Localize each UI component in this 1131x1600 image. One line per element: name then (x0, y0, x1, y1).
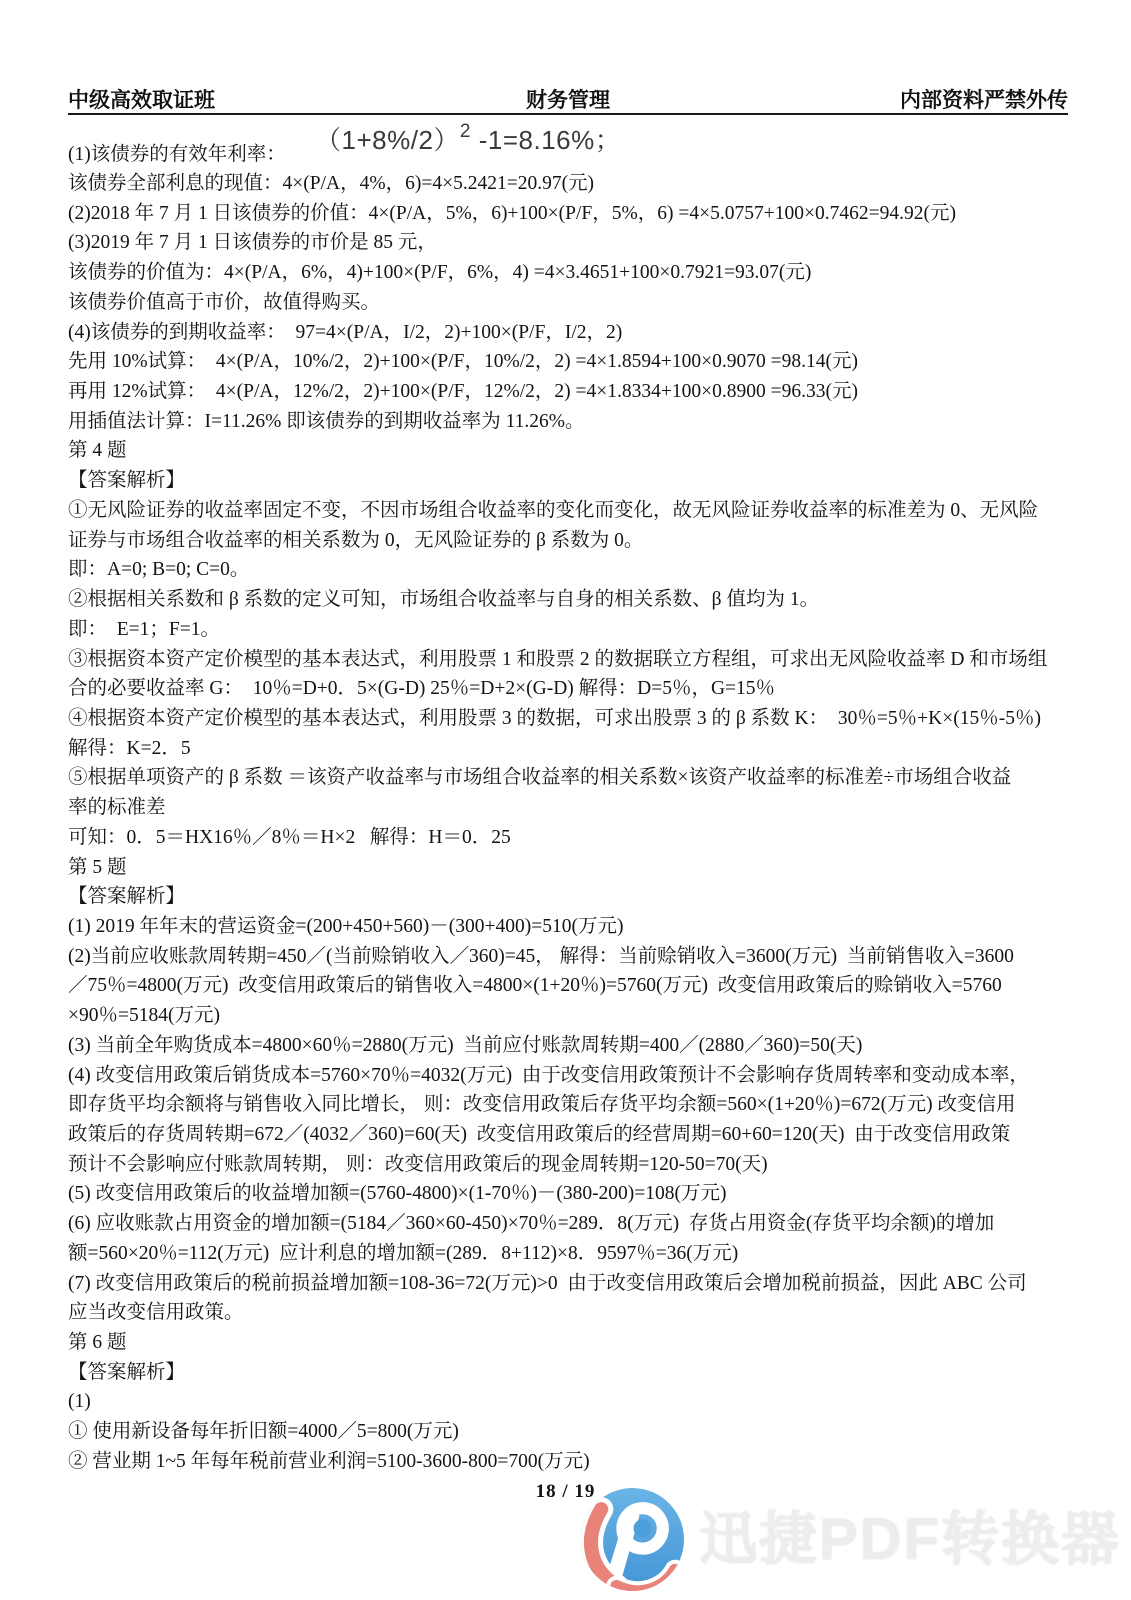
watermark-brand-text: 迅捷PDF转换器 (699, 1506, 1122, 1572)
text-line: (5) 改变信用政策后的收益增加额=(5760-4800)×(1-70％)－(380-200)=108(万元) (68, 1183, 727, 1205)
page-header (68, 84, 1068, 114)
text-line: (2)当前应收账款周转期=450／(当前赊销收入／360)=45， 解得：当前赊销收入=3600(万元) 当前销售收入=3600 (68, 945, 1014, 967)
text-line: 政策后的存货周转期=672／(4032／360)=60(天) 改变信用政策后的经营周期=60+60=120(天) 由于改变信用政策 (68, 1124, 1011, 1145)
text-line: 先用 10%试算： 4×(P/A，10%/2，2)+100×(P/F，10%/2，2) =4×1.8594+100×0.9070 =98.14(元) (68, 351, 858, 373)
text-line: 该债券全部利息的现值：4×(P/A，4%，6)=4×5.2421=20.97(元) (68, 173, 595, 194)
text-line: ×90％=5184(万元) (68, 1005, 220, 1027)
text-line: 率的标准差 (68, 797, 166, 819)
formula-base: （1+8%/2） (315, 125, 460, 155)
page-number: 18 / 19 (535, 1481, 596, 1502)
text-line: (1) (68, 1391, 91, 1413)
text-line: (3) 当前全年购货成本=4800×60％=2880(万元) 当前应付账款周转期=400／(2880／360)=50(天) (68, 1034, 863, 1056)
text-line: 即： E=1；F=1。 (68, 618, 221, 640)
question-6-heading: 第 6 题 (68, 1332, 127, 1354)
answer-analysis-heading: 【答案解析】 (68, 886, 186, 908)
question-4-heading: 第 4 题 (68, 440, 127, 462)
text-line: 即：A=0; B=0; C=0。 (68, 559, 250, 581)
text-line: 可知：0．5＝HX16％／8％＝H×2 解得：H＝0．25 (68, 826, 511, 848)
text-line: 应当改变信用政策。 (68, 1302, 244, 1324)
text-line: (2)2018 年 7 月 1 日该债券的价值：4×(P/A，5%，6)+100×(P/F，5%，6) =4×5.0757+100×0.7462=94.92(元) (68, 202, 956, 224)
text-line: (3)2019 年 7 月 1 日该债券的市价是 85 元， (68, 232, 437, 254)
text-line: 证券与市场组合收益率的相关系数为 0，无风险证券的 β 系数为 0。 (68, 529, 644, 551)
text-line: 该债券价值高于市价，故值得购买。 (68, 291, 381, 313)
text-line: ②根据相关系数和 β 系数的定义可知，市场组合收益率与自身的相关系数、β 值均为 1。 (68, 589, 820, 611)
text-line: ①无风险证券的收益率固定不变，不因市场组合收益率的变化而变化，故无风险证券收益率的标准差为 0、无风险 (68, 499, 1039, 521)
text-line: ④根据资本资产定价模型的基本表达式，利用股票 3 的数据，可求出股票 3 的 β 系数 K： 30％=5％+K×(15％-5％) (68, 707, 1041, 729)
question-5-heading: 第 5 题 (68, 856, 127, 878)
header-subject-title: 财务管理 (526, 89, 610, 112)
text-line: ① 使用新设备每年折旧额=4000／5=800(万元) (68, 1421, 459, 1443)
formula-exponent: 2 (459, 121, 471, 143)
text-line: (7) 改变信用政策后的税前损益增加额=108-36=72(万元)>0 由于改变信用政策后会增加税前损益，因此 ABC 公司 (68, 1272, 1027, 1294)
text-line: 再用 12%试算： 4×(P/A，12%/2，2)+100×(P/F，12%/2，2) =4×1.8334+100×0.8900 =96.33(元) (68, 381, 858, 403)
text-line: 额=560×20％=112(万元) 应计利息的增加额=(289．8+112)×8．9597％=36(万元) (68, 1242, 739, 1264)
text-line: 解得：K=2．5 (68, 737, 191, 759)
header-confidential-notice: 内部资料严禁外传 (900, 89, 1068, 112)
text-line: 该债券的价值为：4×(P/A，6%，4)+100×(P/F，6%，4) =4×3.4651+100×0.7921=93.07(元) (68, 262, 812, 284)
header-course-name: 中级高效取证班 (68, 89, 215, 112)
text-line: ③根据资本资产定价模型的基本表达式，利用股票 1 和股票 2 的数据联立方程组，可求出无风险收益率 D 和市场组 (68, 648, 1048, 670)
text-line: 即存货平均余额将与销售收入同比增长， 则：改变信用政策后存货平均余额=560×(1+20％)=672(万元) 改变信用 (68, 1094, 1016, 1116)
text-line: (6) 应收账款占用资金的增加额=(5184／360×60-450)×70％=289．8(万元) 存货占用资金(存货平均余额)的增加 (68, 1213, 995, 1235)
text-line: (1) 2019 年年末的营运资金=(200+450+560)－(300+400)=510(万元) (68, 915, 624, 937)
effective-rate-formula (315, 120, 621, 157)
document-body (68, 169, 1078, 1477)
text-line: 用插值法计算：I=11.26% 即该债券的到期收益率为 11.26%。 (68, 410, 585, 432)
formula-tail: -1=8.16%； (470, 125, 622, 155)
text-line: ／75％=4800(万元) 改变信用政策后的销售收入=4800×(1+20％)=5760(万元) 改变信用政策后的赊销收入=5760 (68, 975, 1002, 997)
text-line: ⑤根据单项资产的 β 系数 ＝该资产收益率与市场组合收益率的相关系数×该资产收益率的标准差÷市场组合收益 (68, 767, 1012, 789)
header-divider (68, 113, 1068, 115)
text-line: ② 营业期 1~5 年每年税前营业利润=5100-3600-800=700(万元) (68, 1450, 590, 1472)
effective-rate-label: (1)该债券的有效年利率： (68, 144, 286, 165)
effective-rate-line (68, 120, 1068, 169)
text-line: (4)该债券的到期收益率： 97=4×(P/A，I/2，2)+100×(P/F，I/2，2) (68, 321, 623, 343)
text-line: 合的必要收益率 G： 10％=D+0．5×(G-D) 25％=D+2×(G-D) 解得：D=5％，G=15％ (68, 678, 776, 700)
answer-analysis-heading: 【答案解析】 (68, 1361, 186, 1383)
text-line: (4) 改变信用政策后销货成本=5760×70％=4032(万元) 由于改变信用政策预计不会影响存货周转率和变动成本率， (68, 1064, 1029, 1086)
text-line: 预计不会影响应付账款周转期， 则：改变信用政策后的现金周转期=120-50=70(天) (68, 1153, 768, 1175)
answer-analysis-heading: 【答案解析】 (68, 470, 186, 492)
